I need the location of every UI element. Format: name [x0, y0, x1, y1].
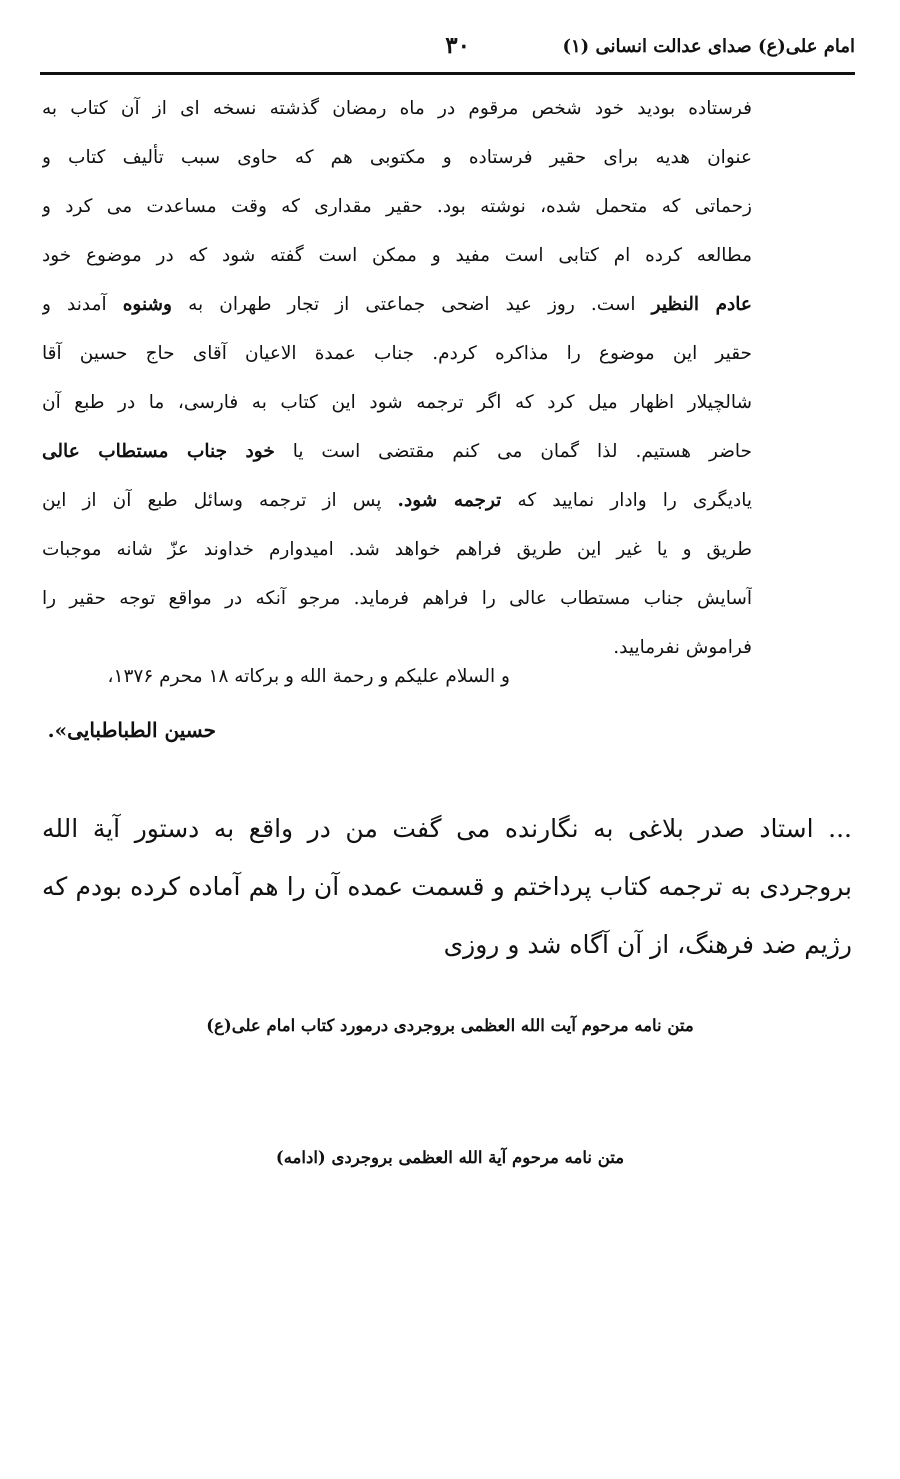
- running-title: امام علی(ع) صدای عدالت انسانی (۱): [562, 36, 855, 57]
- letter-line: شالچیلار اظهار میل کرد که اگر ترجمه شود این کتاب به فارسی، ما در طبع آن: [42, 392, 752, 413]
- bold-phrase: ترجمه شود.: [397, 490, 502, 511]
- letter-line: مطالعه کرده ام کتابی است مفید و ممکن است گفته شود که در موضوع خود: [42, 245, 752, 266]
- signature-name: حسین الطباطبایی: [67, 718, 216, 742]
- letter-body: [42, 84, 752, 672]
- page-header: [40, 30, 855, 70]
- letter-line: حقیر این موضوع را مذاکره کردم. جناب عمدة الاعیان آقای حاج حسین آقا: [42, 343, 752, 364]
- narrative-paragraph: [42, 800, 852, 974]
- figure-caption: متن نامه مرحوم آیة الله العظمی بروجردی (ادامه): [275, 1148, 625, 1167]
- letter-text: است. روز عید اضحی جماعتی از تجار طهران به: [172, 294, 652, 315]
- page-number: ۳۰: [445, 32, 470, 59]
- bold-phrase: عادم النظیر: [651, 294, 752, 315]
- letter-text: یادیگری را وادار نمایید که: [501, 490, 752, 511]
- letter-signature: [36, 718, 216, 742]
- narrative-line: رژیم ضد فرهنگ، از آن آگاه شد و روزی: [443, 930, 852, 959]
- signature-close: ».: [47, 718, 68, 742]
- letter-text: پس از ترجمه وسائل طبع آن از این: [42, 490, 398, 511]
- letter-line: فرستاده بودید خود شخص مرقوم در ماه رمضان گذشته نسخه ای از آن کتاب به: [42, 98, 752, 119]
- letter-text: آمدند و: [42, 294, 123, 315]
- bold-phrase: خود جناب مستطاب عالی: [42, 441, 275, 462]
- narrative-line: بروجردی به ترجمه کتاب پرداختم و قسمت عمده آن را هم آماده کرده بودم که: [42, 872, 852, 901]
- bold-phrase: وشنوه: [122, 294, 172, 315]
- letter-line: [42, 280, 752, 329]
- letter-line: [42, 427, 752, 476]
- letter-line: طریق و یا غیر این طریق فراهم خواهد شد. امیدوارم خداوند عزّ شانه موجبات: [42, 539, 752, 560]
- narrative-line: ... استاد صدر بلاغی به نگارنده می گفت من در واقع به دستور آیة الله: [42, 814, 852, 843]
- letter-line: آسایش جناب مستطاب عالی را فراهم فرماید. مرجو آنکه در مواقع توجه حقیر را: [42, 588, 752, 609]
- letter-line: فراموش نفرمایید.: [613, 637, 752, 658]
- letter-line: [42, 476, 752, 525]
- figure-caption: متن نامه مرحوم آیت الله العظمی بروجردی درمورد کتاب امام علی(ع): [206, 1016, 694, 1035]
- letter-line: زحماتی که متحمل شده، نوشته بود. حقیر مقداری که وقت مساعدت می کرد و: [42, 196, 752, 217]
- letter-text: حاضر هستیم. لذا گمان می کنم مقتضی است یا: [274, 441, 752, 462]
- header-divider: [40, 72, 855, 75]
- letter-salutation: و السلام علیکم و رحمة الله و برکاته ۱۸ محرم ۱۳۷۶،: [107, 666, 510, 687]
- letter-line: عنوان هدیه برای حقیر فرستاده و مکتوبی هم که حاوی سبب تألیف کتاب و: [42, 147, 752, 168]
